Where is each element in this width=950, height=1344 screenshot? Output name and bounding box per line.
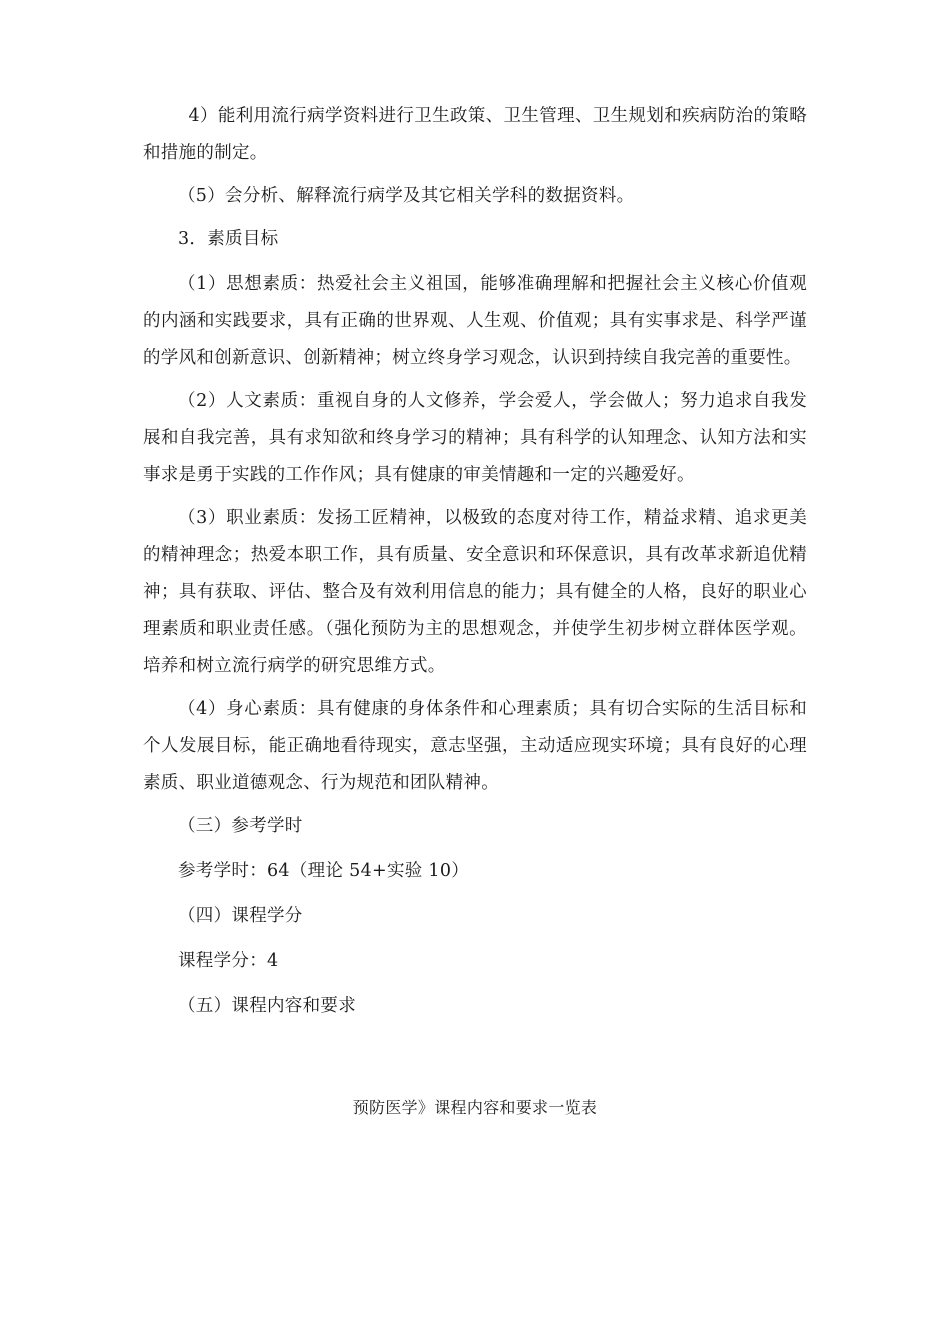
objective-paragraph-4: 4）能利用流行病学资料进行卫生政策、卫生管理、卫生规划和疾病防治的策略和措施的制定。 <box>143 106 807 163</box>
course-credit-heading: （四）课程学分 <box>178 906 303 926</box>
document-body <box>143 98 807 1033</box>
reference-hours-text: 参考学时：64（理论 54+实验 10） <box>178 861 470 881</box>
course-credit-text: 课程学分：4 <box>178 951 279 971</box>
reference-hours-heading: （三）参考学时 <box>178 816 303 836</box>
table-caption: 预防医学》课程内容和要求一览表 <box>352 1098 598 1117</box>
ideological-quality-paragraph: （1）思想素质：热爱社会主义祖国，能够准确理解和把握社会主义核心价值观的内涵和实践要求，具有正确的世界观、人生观、价值观；具有实事求是、科学严谨的学风和创新意识、创新精神；树立终身学习观念，认识到持续自我完善的重要性。 <box>143 274 807 368</box>
professional-quality-paragraph: （3）职业素质：发扬工匠精神，以极致的态度对待工作，精益求精、追求更美的精神理念；热爱本职工作，具有质量、安全意识和环保意识，具有改革求新追优精神；具有获取、评估、整合及有效利用信息的能力；具有健全的人格，良好的职业心理素质和职业责任感。（强化预防为主的思想观念，并使学生初步树立群体医学观。培养和树立流行病学的研究思维方式。 <box>143 508 807 676</box>
quality-objectives-heading: 3．素质目标 <box>178 229 279 249</box>
course-content-heading: （五）课程内容和要求 <box>178 996 356 1016</box>
humanistic-quality-paragraph: （2）人文素质：重视自身的人文修养，学会爱人，学会做人；努力追求自我发展和自我完善，具有求知欲和终身学习的精神；具有科学的认知理念、认知方法和实事求是勇于实践的工作作风；具有健康的审美情趣和一定的兴趣爱好。 <box>143 391 807 485</box>
objective-paragraph-5: （5）会分析、解释流行病学及其它相关学科的数据资料。 <box>178 186 635 206</box>
physical-mental-quality-paragraph: （4）身心素质：具有健康的身体条件和心理素质；具有切合实际的生活目标和个人发展目标，能正确地看待现实，意志坚强，主动适应现实环境；具有良好的心理素质、职业道德观念、行为规范和团队精神。 <box>143 699 807 793</box>
